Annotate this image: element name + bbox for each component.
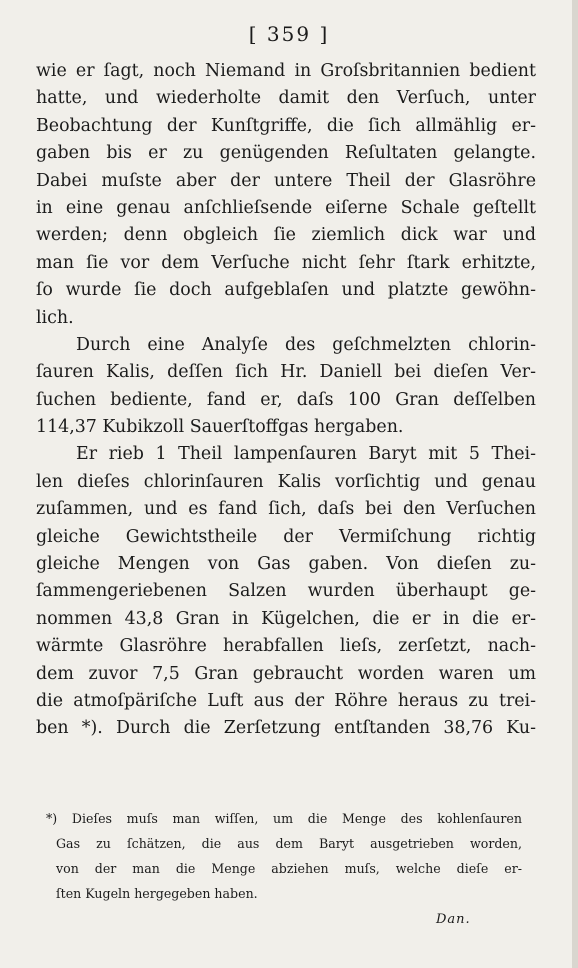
paragraph-start-line: Durch eine Analyſe des geſchmelzten chlorin- [76,334,536,355]
footnote-signature: Dan. [436,912,471,927]
text-line: gleiche Gewichtstheile der Vermiſchung richtig [36,526,536,547]
text-line: len dieſes chlorinſauren Kalis vorſichtig und genau [36,471,536,492]
text-line: ſammengeriebenen Salzen wurden überhaupt ge- [36,581,536,602]
text-line: dem zuvor 7,5 Gran gebraucht worden waren um [36,663,536,684]
text-line: ſuchen bediente, fand er, daſs 100 Gran deſſelben [36,389,536,410]
text-line: wie er ſagt, noch Niemand in Groſsbritannien bedient [36,61,536,81]
text-line: Dabei muſste aber der untere Theil der Glasröhre [36,170,536,191]
text-line: in eine genau anſchlieſsende eiſerne Schale geſtellt [36,197,536,218]
paragraph-start-line: Er rieb 1 Theil lampenſauren Baryt mit 5 Thei- [76,444,536,465]
body-text [36,58,536,743]
text-line: gaben bis er zu genügenden Reſultaten gelangte. [36,143,536,164]
text-line: ſo wurde ſie doch aufgeblaſen und platzte gewöhn- [36,280,536,301]
footnote-line: von der man die Menge abziehen muſs, welche dieſe er- [56,861,522,876]
footnote-line: *) Dieſes muſs man wiſſen, um die Menge des kohlenſauren [46,811,522,826]
text-line: Beobachtung der Kunſtgriffe, die ſich allmählig er- [36,115,536,136]
text-line: hatte, und wiederholte damit den Verſuch, unter [36,88,536,109]
text-line: ſauren Kalis, deſſen ſich Hr. Daniell bei dieſen Ver- [36,362,536,383]
text-line: man ſie vor dem Verſuche nicht ſehr ſtark erhitzte, [36,252,536,273]
page-number: [ 359 ] [248,22,330,46]
text-line: lich. [36,307,74,328]
text-line: werden; denn obgleich ſie ziemlich dick war und [36,225,536,246]
footnote-line: Gas zu ſchätzen, die aus dem Baryt ausgetrieben worden, [56,836,522,851]
footnote [46,806,522,906]
page-edge-shadow [572,0,578,968]
text-line: wärmte Glasröhre herabfallen lieſs, zerſetzt, nach- [36,636,536,657]
text-line: 114,37 Kubikzoll Sauerſtoffgas hergaben. [36,417,404,438]
text-line: ben *). Durch die Zerſetzung entſtanden 38,76 Ku- [36,718,536,739]
footnote-line: ſten Kugeln hergegeben haben. [56,886,258,901]
text-line: zuſammen, und es fand ſich, daſs bei den Verſuchen [36,499,536,520]
text-line: gleiche Mengen von Gas gaben. Von dieſen zu- [36,554,536,575]
text-line: die atmoſpäriſche Luft aus der Röhre heraus zu trei- [36,690,536,711]
text-line: nommen 43,8 Gran in Kügelchen, die er in die er- [36,608,536,629]
